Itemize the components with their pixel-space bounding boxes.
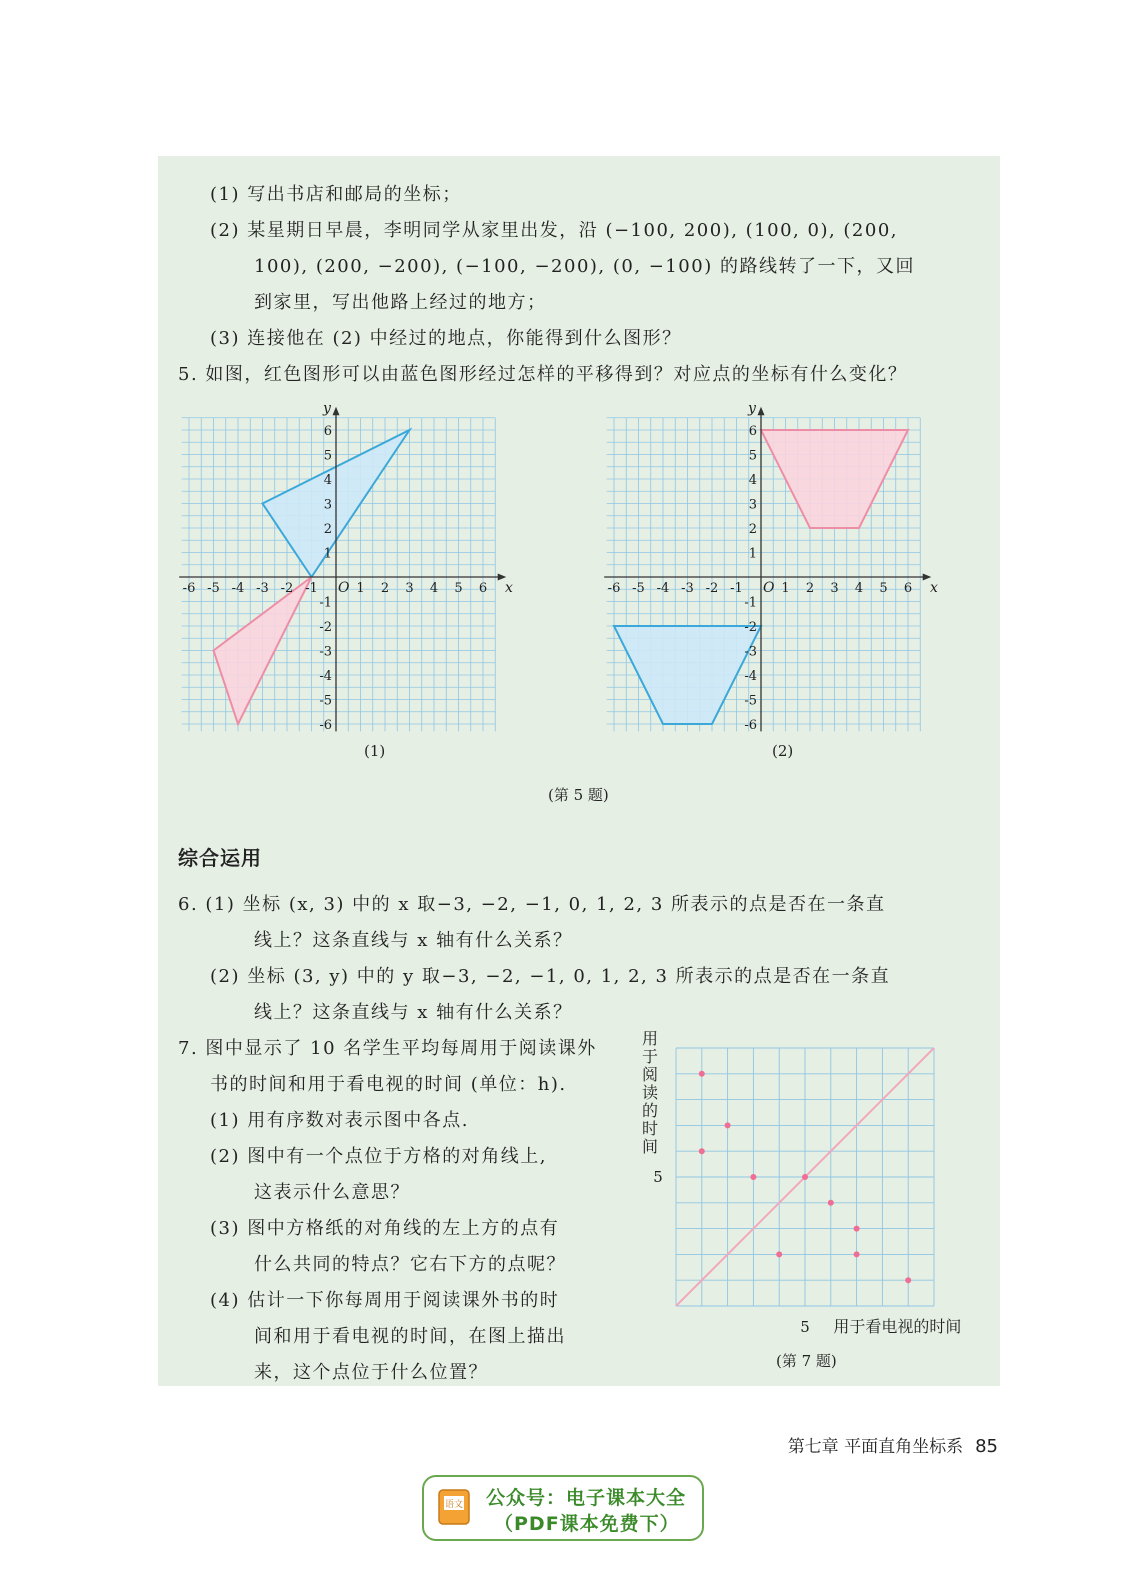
y-axis-label-char: 用 <box>641 1029 659 1048</box>
y-tick-label: 1 <box>748 546 757 562</box>
y-tick-label: -1 <box>319 595 332 611</box>
x-tick-label: -1 <box>730 581 743 596</box>
x-tick-label: 4 <box>854 581 864 596</box>
q7-line1: 7. 图中显示了 10 名学生平均每周用于阅读课外 <box>178 1038 597 1059</box>
y-tick-label: -3 <box>319 644 332 660</box>
book-icon-label: 语文 <box>444 1500 464 1510</box>
y-tick-label: -4 <box>319 669 332 684</box>
x-tick-label: 2 <box>805 581 815 596</box>
y-tick-label: 5 <box>748 448 757 464</box>
x-tick-label: 6 <box>903 581 913 596</box>
y-tick-label: -5 <box>319 693 332 709</box>
q7-caption: (第 7 题) <box>776 1352 837 1370</box>
badge-line1: 公众号：电子课本大全 <box>486 1487 687 1509</box>
y-tick-label: -5 <box>744 693 757 709</box>
y-tick-label: -4 <box>744 669 757 684</box>
y-tick-label: 1 <box>323 546 332 562</box>
x-tick-label: 1 <box>356 581 365 596</box>
y-tick-label: -3 <box>744 644 757 660</box>
y-axis-label-char: 于 <box>641 1047 659 1066</box>
y-tick-label: 2 <box>323 522 332 537</box>
q4-part1: (1) 写出书店和邮局的坐标； <box>210 184 462 205</box>
y-axis-arrow <box>333 407 340 416</box>
q7-part4-line1: (4) 估计一下你每周用于阅读课外书的时 <box>210 1290 560 1311</box>
y-tick-label: 4 <box>748 473 757 488</box>
y-tick-label: -6 <box>744 718 757 733</box>
x-axis-label: x <box>930 580 938 596</box>
x-tick-label: -1 <box>305 581 318 596</box>
data-point <box>854 1251 860 1257</box>
book-icon <box>436 1487 472 1527</box>
origin-label: O <box>338 580 350 596</box>
data-point <box>802 1174 808 1180</box>
x-tick-label: -5 <box>632 581 645 596</box>
x-tick-label: -4 <box>231 581 245 596</box>
x-tick-label: -3 <box>681 581 694 596</box>
q7-figure <box>636 1028 986 1338</box>
x-tick-label: -5 <box>207 581 220 596</box>
data-point <box>725 1122 731 1128</box>
data-point <box>828 1200 834 1206</box>
y-tick-label: 2 <box>748 522 757 537</box>
y-tick-label: 6 <box>323 424 332 439</box>
y-axis-label-char: 读 <box>641 1083 659 1102</box>
x-tick-label: -6 <box>607 581 621 596</box>
data-point <box>905 1277 911 1283</box>
q5-figure-2 <box>607 395 975 735</box>
y-tick-label: 6 <box>748 424 757 439</box>
q4-part3: (3) 连接他在 (2) 中经过的地点，你能得到什么图形？ <box>210 328 682 349</box>
data-point <box>776 1251 782 1257</box>
origin-label: O <box>763 580 775 596</box>
q4-part2-line2: 100), (200, −200), (−100, −200), (0, −100) 的路线转了一下，又回 <box>254 256 915 277</box>
q7-part4-line2: 间和用于看电视的时间，在图上描出 <box>254 1326 566 1347</box>
data-point <box>699 1071 705 1077</box>
watermark-badge <box>422 1475 704 1541</box>
q5-caption: (第 5 题) <box>548 786 609 804</box>
y-axis-label-char: 阅 <box>641 1065 659 1084</box>
q7-line2: 书的时间和用于看电视的时间 (单位：h). <box>210 1074 567 1095</box>
data-point <box>699 1148 705 1154</box>
page-number: 85 <box>975 1436 998 1457</box>
q7-part1: (1) 用有序数对表示图中各点. <box>210 1110 469 1131</box>
x-tick-label: 6 <box>478 581 488 596</box>
y-axis-label-char: 间 <box>641 1137 659 1156</box>
x-tick-label: 4 <box>429 581 439 596</box>
x-axis-label: 用于看电视的时间 <box>833 1317 962 1336</box>
y-tick-label: 5 <box>323 448 332 464</box>
x-tick-label: 5 <box>454 581 463 596</box>
x-tick-label: -6 <box>182 581 196 596</box>
y-tick-label: 3 <box>748 497 757 513</box>
y-axis-label: y <box>748 400 756 417</box>
badge-line2: （PDF课本免费下） <box>494 1513 680 1535</box>
x-tick-label: 3 <box>830 581 839 596</box>
x-tick-label: 5 <box>800 1318 810 1336</box>
x-tick-label: 2 <box>380 581 390 596</box>
y-tick-label: 5 <box>653 1168 663 1186</box>
y-axis-label-char: 的 <box>641 1101 659 1120</box>
x-tick-label: -2 <box>280 581 294 596</box>
page-footer <box>788 1432 998 1457</box>
y-tick-label: -6 <box>319 718 332 733</box>
x-tick-label: -3 <box>256 581 269 596</box>
y-axis-label-char: 时 <box>641 1119 659 1138</box>
y-tick-label: 3 <box>323 497 332 513</box>
q5-fig2-label: (2) <box>772 742 794 760</box>
y-tick-label: -1 <box>744 595 757 611</box>
q7-part2-line1: (2) 图中有一个点位于方格的对角线上, <box>210 1146 547 1167</box>
q7-part3-line2: 什么共同的特点？它右下方的点呢？ <box>254 1254 566 1275</box>
q5-text: 5. 如图，红色图形可以由蓝色图形经过怎样的平移得到？对应点的坐标有什么变化？ <box>178 364 908 385</box>
x-tick-label: -2 <box>705 581 719 596</box>
y-axis-label: y <box>323 400 331 417</box>
section-title: 综合运用 <box>178 846 262 870</box>
q6-line3: (2) 坐标 (3, y) 中的 y 取−3, −2, −1, 0, 1, 2, 3 所表示的点是否在一条直 <box>210 966 891 987</box>
y-tick-label: -2 <box>744 620 757 635</box>
y-tick-label: 4 <box>323 473 332 488</box>
q7-part3-line1: (3) 图中方格纸的对角线的左上方的点有 <box>210 1218 560 1239</box>
q4-part2-line3: 到家里，写出他路上经过的地方； <box>254 292 547 313</box>
q4-part2-line1: (2) 某星期日早晨，李明同学从家里出发，沿 (−100, 200), (100, 0), (200, <box>210 220 899 241</box>
y-tick-label: -2 <box>319 620 332 635</box>
x-tick-label: -4 <box>656 581 670 596</box>
x-tick-label: 1 <box>781 581 790 596</box>
y-axis-arrow <box>758 407 765 416</box>
data-point <box>750 1174 756 1180</box>
chapter-title: 第七章 平面直角坐标系 <box>787 1437 964 1457</box>
q6-line1: 6. (1) 坐标 (x, 3) 中的 x 取−3, −2, −1, 0, 1, 2, 3 所表示的点是否在一条直 <box>178 894 886 915</box>
data-point <box>854 1226 860 1232</box>
q5-fig1-label: (1) <box>364 742 386 760</box>
x-tick-label: 5 <box>879 581 888 596</box>
q6-line4: 线上？这条直线与 x 轴有什么关系？ <box>254 1002 573 1023</box>
q6-line2: 线上？这条直线与 x 轴有什么关系？ <box>254 930 573 951</box>
x-tick-label: 3 <box>405 581 414 596</box>
q7-part2-line2: 这表示什么意思？ <box>254 1182 410 1203</box>
x-axis-label: x <box>505 580 513 596</box>
q5-figure-1 <box>182 395 550 735</box>
q7-part4-line3: 来，这个点位于什么位置？ <box>254 1362 488 1383</box>
